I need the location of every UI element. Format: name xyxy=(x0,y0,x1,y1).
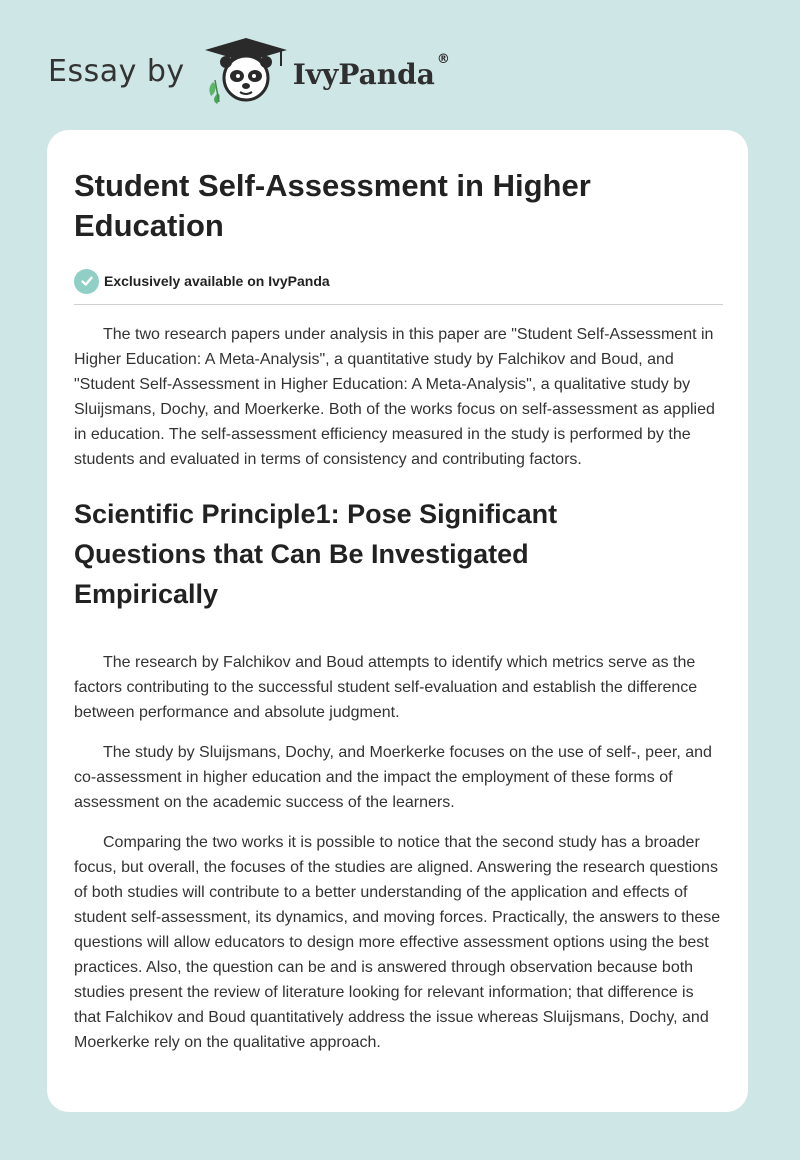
panda-graduate-logo-icon[interactable] xyxy=(201,36,291,106)
exclusive-badge-label: Exclusively available on IvyPanda xyxy=(104,273,330,289)
brand-name[interactable]: IvyPanda ® xyxy=(292,51,450,91)
intro-paragraph: The two research papers under analysis in this paper are "Student Self-Assessment in Higher Education: A Meta-Analysis", a quantitative study by Falchikov and Boud, and "Student Self-Assessment in Higher Education: A Meta-Analysis", a qualitative study by Sluijsmans, Dochy, and Moerkerke. Both of the works focus on self-assessment as applied in education. The self-assessment efficiency measured in the study is performed by the students and evaluated in terms of consistency and contributing factors. xyxy=(74,326,715,468)
essay-card xyxy=(47,130,748,1112)
body-paragraph: Comparing the two works it is possible to notice that the second study has a broader focus, but overall, the focuses of the studies are aligned. Answering the research questions of both studies will contribute to a better understanding of the application and effects of student self-assessment, its dynamics, and moving forces. Practically, the answers to these questions will allow educators to design more effective assessment options using the best practices. Also, the question can be and is answered through observation because both studies present the review of literature looking for relevant information; that difference is that Falchikov and Boud quantitatively address the issue whereas Sluijsmans, Dochy, and Moerkerke rely on the qualitative approach. xyxy=(74,834,721,1051)
registered-mark: ® xyxy=(436,51,450,67)
section-heading: Scientific Principle1: Pose Significant Questions that Can Be Investigated Empirically xyxy=(74,499,558,609)
divider xyxy=(74,304,723,305)
exclusive-badge xyxy=(74,268,722,294)
body-paragraph: The study by Sluijsmans, Dochy, and Moerkerke focuses on the use of self-, peer, and co-assessment in higher education and the impact the employment of these forms of assessment on the academic success of the learners. xyxy=(74,744,712,811)
page-title: Student Self-Assessment in Higher Education xyxy=(74,168,591,243)
essay-content xyxy=(74,166,722,1055)
body-paragraph: The research by Falchikov and Boud attempts to identify which metrics serve as the factors contributing to the successful student self-evaluation and establish the difference between performance and absolute judgment. xyxy=(74,654,698,721)
check-circle-icon xyxy=(74,269,99,294)
essay-by-label: Essay by xyxy=(48,53,185,89)
site-header xyxy=(48,36,450,106)
